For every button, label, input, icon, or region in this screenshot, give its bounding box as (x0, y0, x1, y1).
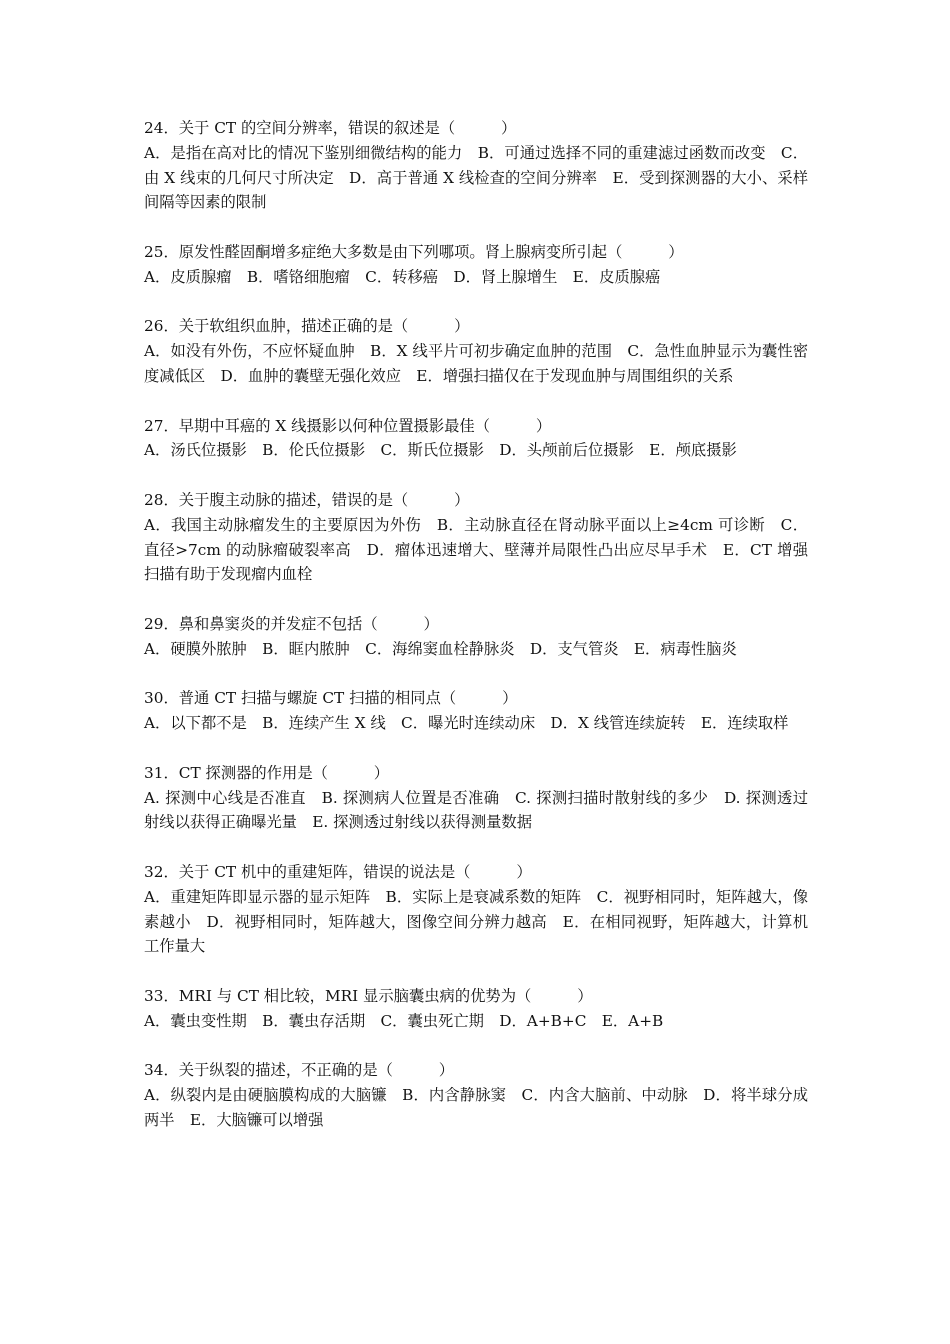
exam-page (144, 116, 808, 1157)
question-options: A．我国主动脉瘤发生的主要原因为外伤 B．主动脉直径在肾动脉平面以上≥4cm 可诊断 C．直径>7cm 的动脉瘤破裂率高 D．瘤体迅速增大、壁薄并局限性凸出应尽早手术 E．CT 增强扫描有助于发现瘤内血栓 (144, 515, 808, 584)
question-options: A．纵裂内是由硬脑膜构成的大脑镰 B．内含静脉窦 C．内含大脑前、中动脉 D．将半球分成两半 E．大脑镰可以增强 (144, 1086, 808, 1129)
question-34 (144, 1058, 808, 1132)
question-stem: 30．普通 CT 扫描与螺旋 CT 扫描的相同点（ ） (144, 689, 518, 708)
question-stem: 32．关于 CT 机中的重建矩阵，错误的说法是（ ） (144, 862, 532, 881)
question-32 (144, 860, 808, 959)
question-stem: 29．鼻和鼻窦炎的并发症不包括（ ） (144, 614, 439, 633)
question-options: A．汤氏位摄影 B．伦氏位摄影 C．斯氏位摄影 D．头颅前后位摄影 E．颅底摄影 (144, 441, 737, 460)
question-27 (144, 414, 808, 464)
question-options: A．重建矩阵即显示器的显示矩阵 B．实际上是衰减系数的矩阵 C．视野相同时，矩阵越大，像素越小 D．视野相同时，矩阵越大，图像空间分辨力越高 E．在相同视野，矩阵越大，计算机工作量大 (144, 887, 808, 956)
question-stem: 34．关于纵裂的描述，不正确的是（ ） (144, 1061, 455, 1080)
question-options: A．如没有外伤，不应怀疑血肿 B．X 线平片可初步确定血肿的范围 C．急性血肿显示为囊性密度减低区 D．血肿的囊壁无强化效应 E．增强扫描仅在于发现血肿与周围组织的关系 (144, 342, 808, 385)
question-33 (144, 984, 808, 1034)
question-stem: 28．关于腹主动脉的描述，错误的是（ ） (144, 490, 470, 509)
question-stem: 27．早期中耳癌的 X 线摄影以何种位置摄影最佳（ ） (144, 416, 552, 435)
question-stem: 33．MRI 与 CT 相比较，MRI 显示脑囊虫病的优势为（ ） (144, 986, 593, 1005)
question-stem: 26．关于软组织血肿，描述正确的是（ ） (144, 317, 470, 336)
question-31 (144, 761, 808, 835)
question-options: A．是指在高对比的情况下鉴别细微结构的能力 B．可通过选择不同的重建滤过函数而改变 C．由 X 线束的几何尺寸所决定 D．高于普通 X 线检查的空间分辨率 E．受到探测器的大小、采样间隔等因素的限制 (144, 143, 808, 212)
question-stem: 31．CT 探测器的作用是（ ） (144, 763, 390, 782)
question-options: A．硬膜外脓肿 B．眶内脓肿 C．海绵窦血栓静脉炎 D．支气管炎 E．病毒性脑炎 (144, 639, 737, 658)
question-24 (144, 116, 808, 215)
question-options: A．囊虫变性期 B．囊虫存活期 C．囊虫死亡期 D．A+B+C E．A+B (144, 1011, 664, 1030)
question-stem: 24．关于 CT 的空间分辨率，错误的叙述是（ ） (144, 119, 517, 137)
question-28 (144, 488, 808, 587)
question-26 (144, 314, 808, 388)
question-30 (144, 686, 808, 736)
question-29 (144, 612, 808, 662)
question-stem: 25．原发性醛固酮增多症绝大多数是由下列哪项。肾上腺病变所引起（ ） (144, 242, 684, 261)
question-options: A．以下都不是 B．连续产生 X 线 C．曝光时连续动床 D．X 线管连续旋转 E．连续取样 (144, 714, 789, 733)
question-options: A. 探测中心线是否准直 B. 探测病人位置是否准确 C. 探测扫描时散射线的多少 D. 探测透过射线以获得正确曝光量 E. 探测透过射线以获得测量数据 (144, 788, 808, 832)
question-options: A．皮质腺瘤 B．嗜铬细胞瘤 C．转移癌 D．肾上腺增生 E．皮质腺癌 (144, 267, 661, 286)
question-25 (144, 240, 808, 290)
